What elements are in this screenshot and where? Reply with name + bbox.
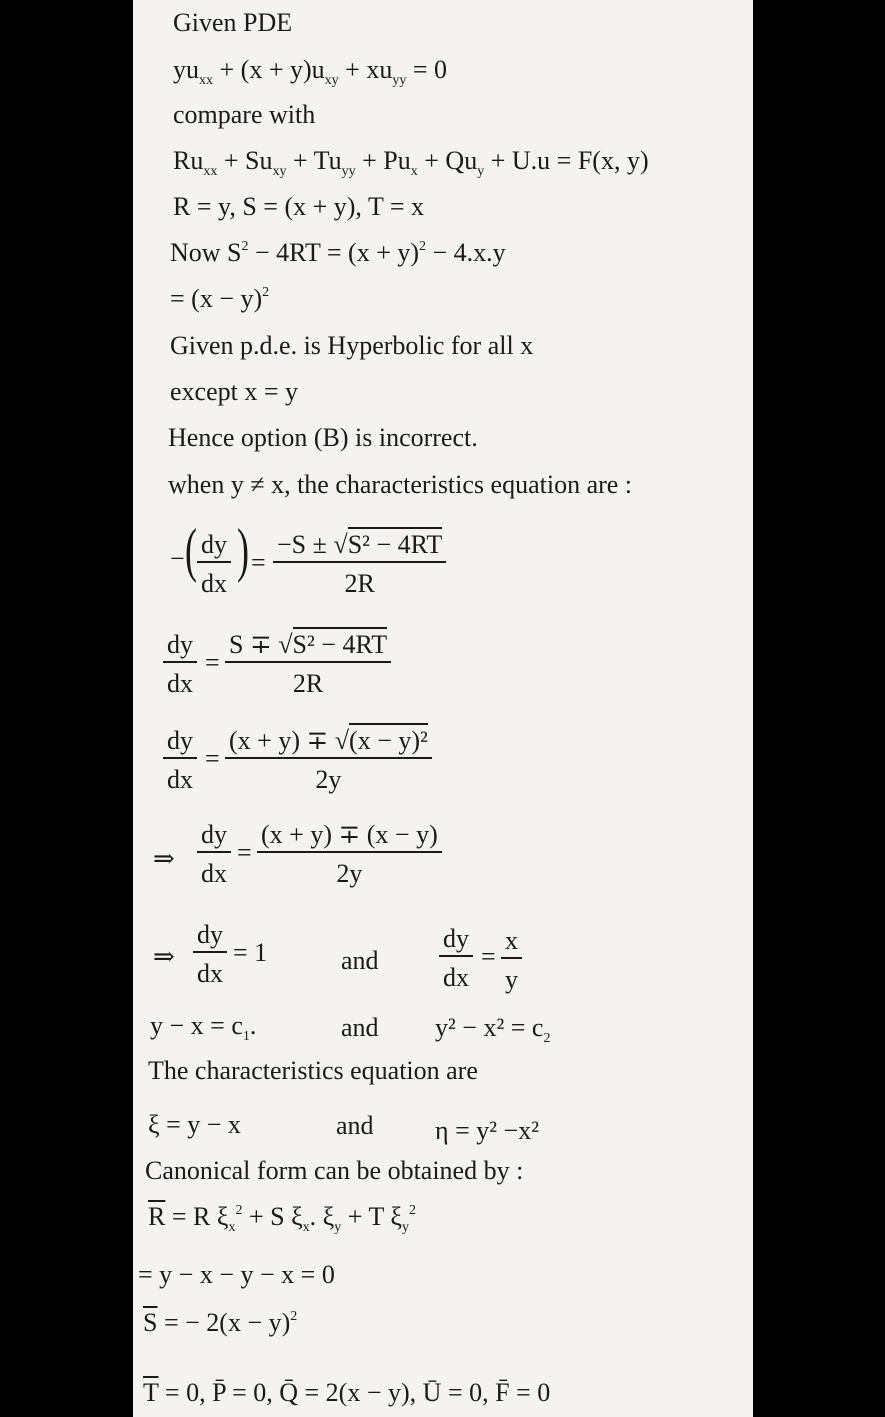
dy-dx-fraction-5: $\frac{dy}{dx}$ bbox=[193, 922, 227, 987]
dy-dx-fraction-4: $\frac{dy}{dx}$ bbox=[197, 822, 231, 887]
equals-sign: = bbox=[237, 838, 252, 867]
implies-arrow: ⇒ bbox=[153, 844, 175, 873]
heading-given-pde: Given PDE bbox=[173, 8, 293, 37]
exception-statement: except x = y bbox=[170, 377, 299, 406]
equals-sign: = bbox=[205, 648, 220, 677]
option-b-statement: Hence option (B) is incorrect. bbox=[168, 423, 478, 452]
implies-arrow: ⇒ bbox=[153, 942, 175, 971]
equals-sign: = bbox=[481, 942, 496, 971]
x-over-y-fraction: $\frac{x}{y}$ bbox=[501, 928, 522, 993]
root-formula-fraction-2: $\frac{\text{S ∓ √S² − 4RT}}{2R}$ bbox=[225, 632, 391, 697]
left-parenthesis: ( bbox=[184, 517, 197, 583]
pde-equation: $yu_{xx} + (x + y)u_{xy} + xu_{yy} = 0$ bbox=[173, 55, 447, 88]
characteristics-intro: when y ≠ x, the characteristics equation are : bbox=[168, 470, 633, 499]
minus-sign: − bbox=[170, 544, 185, 573]
second-integral: $y^2 - x^2 = c_2$ bbox=[435, 1013, 551, 1046]
eta-definition: η = y² −x² bbox=[435, 1116, 540, 1145]
dy-dx-fraction-2: $\frac{dy}{dx}$ bbox=[163, 632, 197, 697]
canonical-form-intro: Canonical form can be obtained by : bbox=[145, 1156, 524, 1185]
s-bar-line: $\overline{S}$ = − $2(x - y)^2$ bbox=[143, 1308, 298, 1337]
discriminant-result: = $(x - y)^2$ bbox=[170, 284, 270, 313]
general-pde-form: $Ru_{xx} + Su_{xy} + Tu_{yy} + Pu_x + Qu_y + U.u = F(x$, y) bbox=[173, 146, 649, 179]
compare-with-text: compare with bbox=[173, 100, 316, 129]
substituted-fraction: $\frac{\text{(x + y) ∓ √(x − y)²}}{2y}$ bbox=[225, 728, 432, 793]
and-word: and bbox=[341, 1013, 379, 1042]
right-parenthesis: ) bbox=[236, 517, 249, 583]
and-word: and bbox=[341, 946, 379, 975]
document-page bbox=[133, 0, 753, 1417]
simplified-fraction: $\frac{(x + y) \mp (x - y)}{2y}$ bbox=[257, 822, 442, 887]
first-integral: $y - x = c_1$. bbox=[150, 1011, 257, 1044]
hyperbolic-statement: Given p.d.e. is Hyperbolic for all x bbox=[170, 331, 534, 360]
root-formula-fraction-1: $\frac{\text{−S ± √S² − 4RT}}{2R}$ bbox=[273, 532, 446, 597]
equals-sign: = bbox=[251, 548, 266, 577]
r-bar-result: = y − x − y − x = 0 bbox=[138, 1260, 335, 1289]
xi-definition: ξ = y − x bbox=[148, 1110, 241, 1139]
coefficients-line: R = y, S = (x + y), T = x bbox=[173, 192, 425, 221]
dy-dx-fraction-1: $\frac{dy}{dx}$ bbox=[197, 532, 231, 597]
equals-one: = 1 bbox=[233, 938, 268, 967]
and-word: and bbox=[336, 1111, 374, 1140]
equals-sign: = bbox=[205, 744, 220, 773]
discriminant-line: Now $S^2 - 4RT = (x + y)^2 - 4.x.y$ bbox=[170, 238, 506, 267]
r-bar-formula: $\overline{R} = R$ $\xi_x^2 + S$ $\xi_x$. $\xi_y + T$ $\xi_y^2$ bbox=[148, 1202, 416, 1235]
characteristics-heading: The characteristics equation are bbox=[148, 1056, 478, 1085]
dy-dx-fraction-6: $\frac{dy}{dx}$ bbox=[439, 926, 473, 991]
remaining-coefficients: $\overline{T} = 0$, P̄ = 0, Q̄ = 2(x − y), Ū = 0, F̄ = 0 bbox=[143, 1378, 551, 1407]
dy-dx-fraction-3: $\frac{dy}{dx}$ bbox=[163, 728, 197, 793]
